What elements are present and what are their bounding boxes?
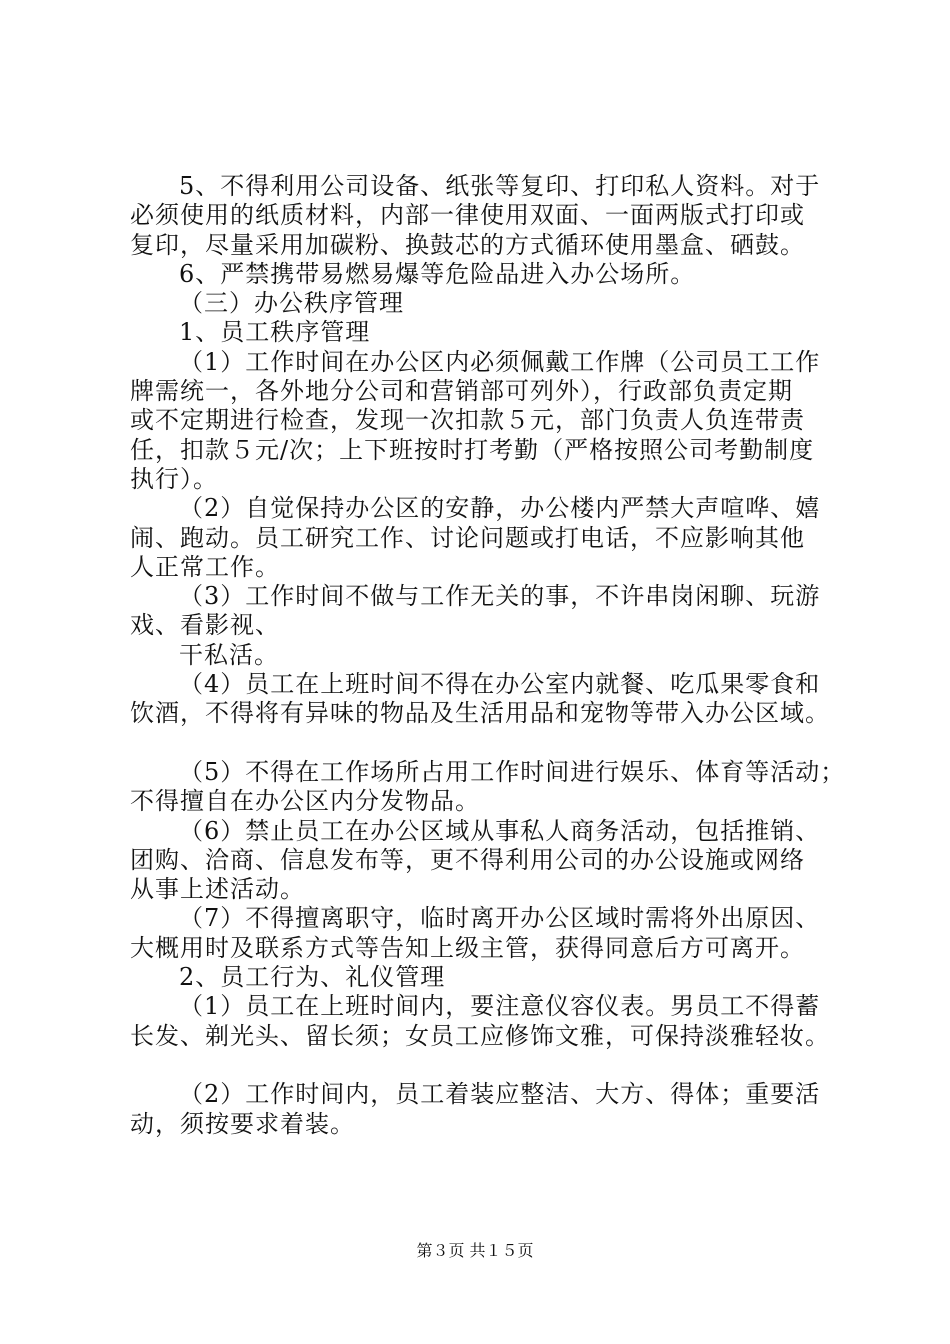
paragraph-line: 必须使用的纸质材料，内部一律使用双面、一面两版式打印或 — [130, 201, 805, 230]
paragraph-line: 饮酒，不得将有异味的物品及生活用品和宠物等带入办公区域。 — [130, 699, 830, 728]
paragraph-line: 人正常工作。 — [130, 552, 280, 581]
paragraph-line: （1）员工在上班时间内，要注意仪容仪表。男员工不得蓄 — [179, 992, 821, 1021]
paragraph-line: （2）工作时间内，员工着装应整洁、大方、得体；重要活 — [179, 1080, 821, 1109]
paragraph-line: （3）工作时间不做与工作无关的事，不许串岗闲聊、玩游 — [179, 582, 821, 611]
paragraph-line: 执行）。 — [130, 464, 218, 493]
document-body — [130, 172, 846, 1139]
paragraph-line: 长发、剃光头、留长须；女员工应修饰文雅，可保持淡雅轻妆。 — [130, 1021, 830, 1050]
paragraph-line: 或不定期进行检查，发现一次扣款５元，部门负责人负连带责 — [130, 406, 805, 435]
paragraph-line: 牌需统一，各外地分公司和营销部可列外），行政部负责定期 — [130, 377, 793, 406]
blank-line — [130, 729, 840, 758]
paragraph-line: 干私活。 — [179, 640, 279, 669]
paragraph-line: （2）自觉保持办公区的安静，办公楼内严禁大声喧哗、嬉 — [179, 494, 821, 523]
paragraph-line: 不得擅自在办公区内分发物品。 — [130, 787, 480, 816]
paragraph-line: （1）工作时间在办公区内必须佩戴工作牌（公司员工工作 — [179, 347, 821, 376]
paragraph-line: 从事上述活动。 — [130, 875, 305, 904]
blank-line — [130, 1051, 840, 1080]
paragraph-line: （7）不得擅离职守，临时离开办公区域时需将外出原因、 — [179, 904, 821, 933]
paragraph-line: 闹、跑动。员工研究工作、讨论问题或打电话，不应影响其他 — [130, 523, 805, 552]
subsection-heading: 2、员工行为、礼仪管理 — [179, 963, 446, 992]
paragraph-line: （5）不得在工作场所占用工作时间进行娱乐、体育等活动； — [179, 757, 846, 786]
paragraph-line: 大概用时及联系方式等告知上级主管，获得同意后方可离开。 — [130, 933, 805, 962]
page-number-footer: 第３页 共１５页 — [416, 1241, 534, 1260]
section-heading: （三）办公秩序管理 — [179, 289, 404, 318]
paragraph-line: 5、不得利用公司设备、纸张等复印、打印私人资料。对于 — [179, 172, 821, 200]
paragraph-line: 复印，尽量采用加碳粉、换鼓芯的方式循环使用墨盒、硒鼓。 — [130, 230, 805, 259]
paragraph-line: （4）员工在上班时间不得在办公室内就餐、吃瓜果零食和 — [179, 670, 821, 699]
paragraph-line: 6、严禁携带易燃易爆等危险品进入办公场所。 — [179, 259, 696, 288]
subsection-heading: 1、员工秩序管理 — [179, 318, 371, 347]
paragraph-line: 任，扣款５元/次；上下班按时打考勤（严格按照公司考勤制度 — [130, 435, 815, 464]
paragraph-line: 戏、看影视、 — [130, 611, 280, 640]
paragraph-line: 团购、洽商、信息发布等，更不得利用公司的办公设施或网络 — [130, 845, 805, 874]
paragraph-line: 动，须按要求着装。 — [130, 1109, 355, 1138]
paragraph-line: （6）禁止员工在办公区域从事私人商务活动，包括推销、 — [179, 816, 821, 845]
